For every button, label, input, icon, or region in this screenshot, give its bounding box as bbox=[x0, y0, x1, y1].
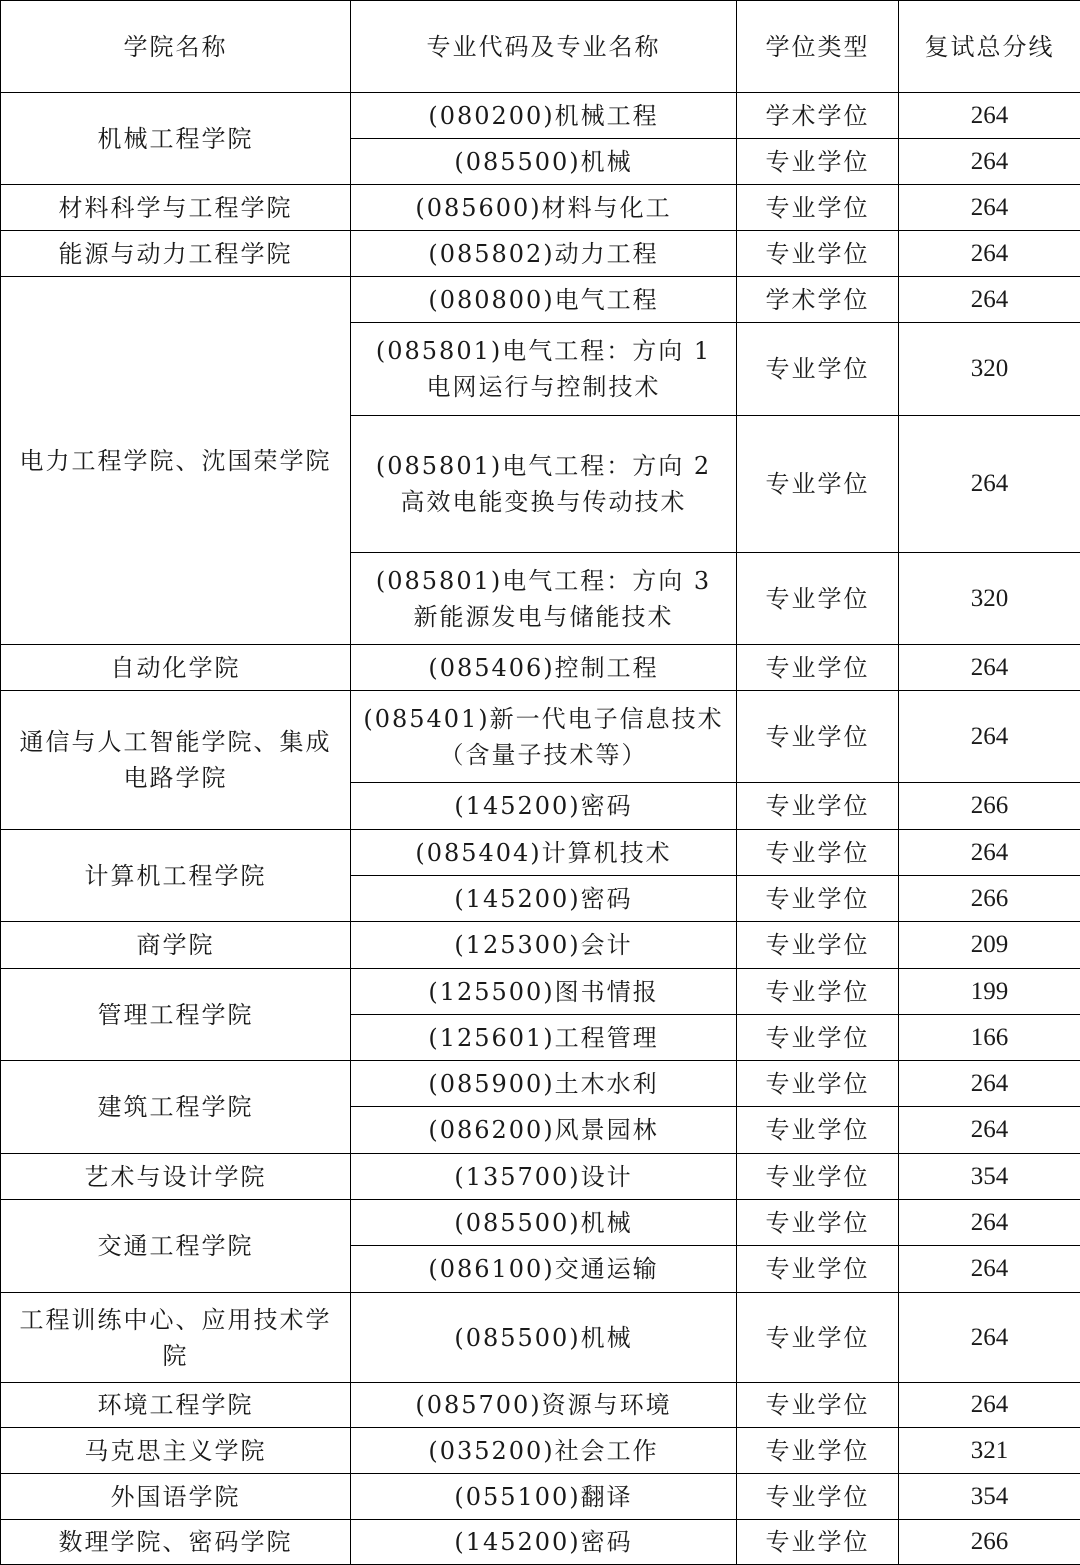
score-cell: 264 bbox=[899, 231, 1080, 277]
score-cell: 264 bbox=[899, 1061, 1080, 1107]
college-cell: 电力工程学院、沈国荣学院 bbox=[1, 277, 351, 645]
college-cell: 商学院 bbox=[1, 922, 351, 969]
major-cell: (125300)会计 bbox=[351, 922, 737, 969]
score-cell: 264 bbox=[899, 139, 1080, 185]
major-cell: (125601)工程管理 bbox=[351, 1015, 737, 1061]
degree-cell: 专业学位 bbox=[737, 1015, 899, 1061]
score-cell: 266 bbox=[899, 783, 1080, 830]
college-cell: 管理工程学院 bbox=[1, 969, 351, 1061]
score-cell: 264 bbox=[899, 1107, 1080, 1154]
table-row bbox=[1, 922, 1080, 969]
table-row bbox=[1, 1383, 1080, 1428]
table-row bbox=[1, 1520, 1080, 1565]
college-cell: 材料科学与工程学院 bbox=[1, 185, 351, 231]
degree-cell: 专业学位 bbox=[737, 139, 899, 185]
score-cell: 264 bbox=[899, 416, 1080, 553]
college-cell: 交通工程学院 bbox=[1, 1200, 351, 1293]
score-cell: 209 bbox=[899, 922, 1080, 969]
score-cell: 264 bbox=[899, 691, 1080, 783]
major-cell: (085500)机械 bbox=[351, 1293, 737, 1383]
table-row bbox=[1, 185, 1080, 231]
score-cell: 264 bbox=[899, 1383, 1080, 1428]
degree-cell: 专业学位 bbox=[737, 1520, 899, 1565]
major-cell: (145200)密码 bbox=[351, 876, 737, 922]
degree-cell: 专业学位 bbox=[737, 876, 899, 922]
score-cell: 320 bbox=[899, 553, 1080, 645]
score-cell: 354 bbox=[899, 1474, 1080, 1520]
major-cell: (145200)密码 bbox=[351, 783, 737, 830]
college-cell: 数理学院、密码学院 bbox=[1, 1520, 351, 1565]
major-cell: (085801)电气工程：方向 1 电网运行与控制技术 bbox=[351, 323, 737, 416]
header-row bbox=[1, 1, 1080, 93]
score-cell: 264 bbox=[899, 185, 1080, 231]
degree-cell: 专业学位 bbox=[737, 553, 899, 645]
table-row bbox=[1, 1200, 1080, 1246]
degree-cell: 专业学位 bbox=[737, 922, 899, 969]
major-cell: (085401)新一代电子信息技术（含量子技术等） bbox=[351, 691, 737, 783]
table-row bbox=[1, 277, 1080, 323]
degree-cell: 学术学位 bbox=[737, 277, 899, 323]
degree-cell: 专业学位 bbox=[737, 691, 899, 783]
major-cell: (085406)控制工程 bbox=[351, 645, 737, 691]
score-cell: 166 bbox=[899, 1015, 1080, 1061]
table-row bbox=[1, 969, 1080, 1015]
table-row bbox=[1, 1428, 1080, 1474]
college-cell: 环境工程学院 bbox=[1, 1383, 351, 1428]
college-cell: 机械工程学院 bbox=[1, 93, 351, 185]
degree-cell: 专业学位 bbox=[737, 783, 899, 830]
college-cell: 马克思主义学院 bbox=[1, 1428, 351, 1474]
score-cell: 264 bbox=[899, 645, 1080, 691]
score-cell: 264 bbox=[899, 93, 1080, 139]
score-cell: 266 bbox=[899, 876, 1080, 922]
score-cell: 264 bbox=[899, 1200, 1080, 1246]
degree-cell: 专业学位 bbox=[737, 1154, 899, 1200]
degree-cell: 专业学位 bbox=[737, 1246, 899, 1293]
degree-cell: 专业学位 bbox=[737, 1383, 899, 1428]
major-cell: (125500)图书情报 bbox=[351, 969, 737, 1015]
score-cell: 199 bbox=[899, 969, 1080, 1015]
table-row bbox=[1, 1061, 1080, 1107]
major-cell: (085700)资源与环境 bbox=[351, 1383, 737, 1428]
degree-cell: 专业学位 bbox=[737, 1107, 899, 1154]
college-cell: 通信与人工智能学院、集成电路学院 bbox=[1, 691, 351, 830]
table-row bbox=[1, 93, 1080, 139]
score-cell: 264 bbox=[899, 277, 1080, 323]
degree-cell: 专业学位 bbox=[737, 1200, 899, 1246]
table-row bbox=[1, 645, 1080, 691]
degree-cell: 专业学位 bbox=[737, 323, 899, 416]
header-degree: 学位类型 bbox=[737, 1, 899, 93]
college-cell: 外国语学院 bbox=[1, 1474, 351, 1520]
score-cell: 264 bbox=[899, 1293, 1080, 1383]
degree-cell: 专业学位 bbox=[737, 830, 899, 876]
degree-cell: 专业学位 bbox=[737, 1474, 899, 1520]
table-row bbox=[1, 691, 1080, 783]
score-cell: 264 bbox=[899, 830, 1080, 876]
major-cell: (085801)电气工程：方向 2 高效电能变换与传动技术 bbox=[351, 416, 737, 553]
score-cell: 354 bbox=[899, 1154, 1080, 1200]
major-cell: (145200)密码 bbox=[351, 1520, 737, 1565]
major-cell: (080200)机械工程 bbox=[351, 93, 737, 139]
major-cell: (055100)翻译 bbox=[351, 1474, 737, 1520]
major-cell: (085600)材料与化工 bbox=[351, 185, 737, 231]
header-major: 专业代码及专业名称 bbox=[351, 1, 737, 93]
college-cell: 能源与动力工程学院 bbox=[1, 231, 351, 277]
major-cell: (085500)机械 bbox=[351, 1200, 737, 1246]
college-cell: 建筑工程学院 bbox=[1, 1061, 351, 1154]
major-cell: (035200)社会工作 bbox=[351, 1428, 737, 1474]
table-body bbox=[1, 93, 1080, 1565]
major-cell: (085500)机械 bbox=[351, 139, 737, 185]
degree-cell: 专业学位 bbox=[737, 416, 899, 553]
score-cell: 321 bbox=[899, 1428, 1080, 1474]
table-row bbox=[1, 1293, 1080, 1383]
major-cell: (085404)计算机技术 bbox=[351, 830, 737, 876]
table-row bbox=[1, 231, 1080, 277]
major-cell: (080800)电气工程 bbox=[351, 277, 737, 323]
table-row bbox=[1, 1154, 1080, 1200]
degree-cell: 专业学位 bbox=[737, 969, 899, 1015]
degree-cell: 专业学位 bbox=[737, 645, 899, 691]
major-cell: (135700)设计 bbox=[351, 1154, 737, 1200]
college-cell: 工程训练中心、应用技术学院 bbox=[1, 1293, 351, 1383]
degree-cell: 专业学位 bbox=[737, 1293, 899, 1383]
college-cell: 计算机工程学院 bbox=[1, 830, 351, 922]
major-cell: (085900)土木水利 bbox=[351, 1061, 737, 1107]
college-cell: 艺术与设计学院 bbox=[1, 1154, 351, 1200]
major-cell: (086200)风景园林 bbox=[351, 1107, 737, 1154]
degree-cell: 学术学位 bbox=[737, 93, 899, 139]
score-cell: 320 bbox=[899, 323, 1080, 416]
score-cell: 266 bbox=[899, 1520, 1080, 1565]
table-row bbox=[1, 1474, 1080, 1520]
major-cell: (085802)动力工程 bbox=[351, 231, 737, 277]
major-cell: (086100)交通运输 bbox=[351, 1246, 737, 1293]
degree-cell: 专业学位 bbox=[737, 1428, 899, 1474]
college-cell: 自动化学院 bbox=[1, 645, 351, 691]
table-row bbox=[1, 830, 1080, 876]
score-cell: 264 bbox=[899, 1246, 1080, 1293]
degree-cell: 专业学位 bbox=[737, 231, 899, 277]
degree-cell: 专业学位 bbox=[737, 185, 899, 231]
major-cell: (085801)电气工程：方向 3 新能源发电与储能技术 bbox=[351, 553, 737, 645]
header-score: 复试总分线 bbox=[899, 1, 1080, 93]
degree-cell: 专业学位 bbox=[737, 1061, 899, 1107]
header-college: 学院名称 bbox=[1, 1, 351, 93]
